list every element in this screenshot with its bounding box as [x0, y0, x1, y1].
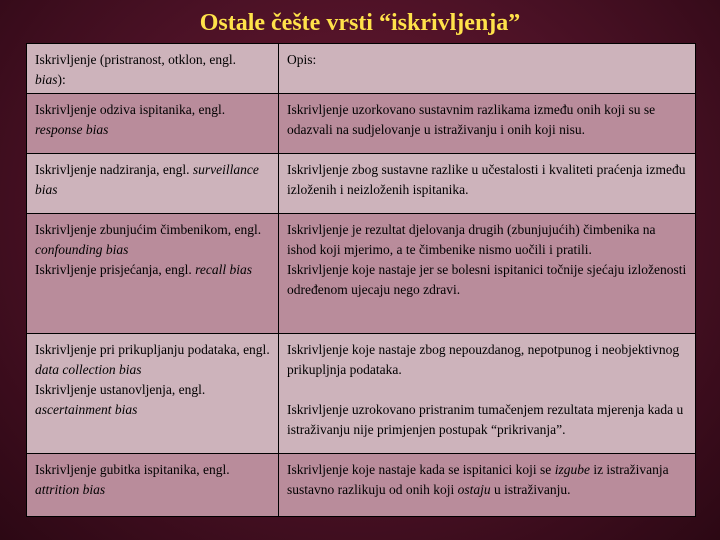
description-text: Iskrivljenje koje nastaje jer se bolesni ispitanici točnije sjećaju izloženosti određenom ujecaju nego zdravi. [287, 262, 687, 297]
table-row-term [27, 94, 279, 154]
header-term-cell [27, 44, 279, 94]
term-text: Iskrivljenje zbunjućim čimbenikom, engl. confounding bias [35, 222, 262, 257]
term-text: Iskrivljenje gubitka ispitanika, engl. attrition bias [35, 462, 230, 497]
header-description-text: Opis: [287, 52, 317, 67]
table-row-description [279, 214, 695, 334]
table-row-term [27, 214, 279, 334]
term-text: Iskrivljenje pri prikupljanju podataka, engl. data collection bias [35, 342, 270, 377]
description-text: Iskrivljenje koje nastaje zbog nepouzdanog, nepotpunog i neobjektivnog prikuplјnja podataka. [287, 342, 680, 377]
term-text: Iskrivljenje prisjećanja, engl. recall bias [35, 262, 252, 277]
description-text: Iskrivljenje je rezultat djelovanja drugih (zbunjujućih) čimbenika na ishod koji mjerimo, a te čimbenike nismo uočili i pratili. [287, 222, 656, 257]
table-row-description [279, 454, 695, 516]
table-row-term [27, 334, 279, 454]
bias-table [26, 43, 696, 517]
table-row-term [27, 454, 279, 516]
description-text: Iskrivljenje zbog sustavne razlike u učestalosti i kvaliteti praćenja između izloženih i neizloženih ispitanika. [287, 162, 686, 197]
header-term-text: Iskrivljenje (pristranost, otklon, engl. bias): [35, 52, 236, 87]
table-row-term [27, 154, 279, 214]
description-text: Iskrivljenje koje nastaje kada se ispitanici koji se izgube iz istraživanja sustavno razlikuju od onih koji ostaju u istraživanju. [287, 462, 669, 497]
term-text: Iskrivljenje odziva ispitanika, engl. response bias [35, 102, 226, 137]
term-text: Iskrivljenje ustanovljenja, engl. ascertainment bias [35, 382, 206, 417]
table-row-description [279, 334, 695, 454]
description-text: Iskrivljenje uzrokovano pristranim tumačenjem rezultata mjerenja kada u istraživanju nije primjenjen postupak “prikrivanja”. [287, 402, 684, 437]
table-row-description [279, 154, 695, 214]
table-row-description [279, 94, 695, 154]
header-description-cell [279, 44, 695, 94]
slide-title: Ostale češte vrsti “iskrivljenja” [199, 10, 521, 36]
description-text: Iskrivljenje uzorkovano sustavnim razlikama između onih koji su se odazvali na sudjelovanje u istraživanju i onih koji nisu. [287, 102, 656, 137]
term-text: Iskrivljenje nadziranja, engl. surveillance bias [35, 162, 259, 197]
